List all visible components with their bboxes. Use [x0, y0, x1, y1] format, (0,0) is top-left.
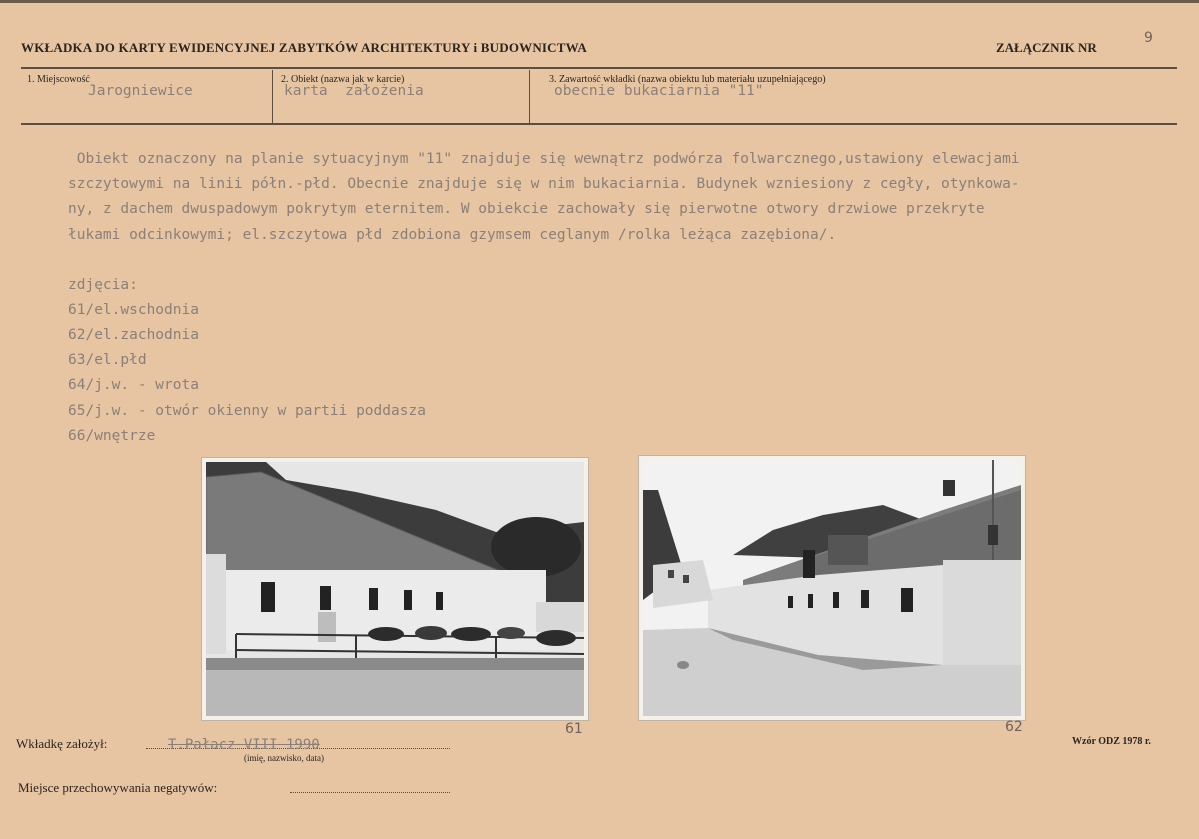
photos-heading: zdjęcia:	[68, 277, 138, 293]
attachment-label: ZAŁĄCZNIK NR	[996, 40, 1097, 55]
photo-list-item: 63/el.płd	[68, 352, 147, 368]
photo-62-caption: 62	[1005, 719, 1023, 735]
form-code: Wzór ODZ 1978 r.	[1072, 736, 1151, 747]
form-title: WKŁADKA DO KARTY EWIDENCYJNEJ ZABYTKÓW ARCHITEKTURY i BUDOWNICTWA	[21, 40, 587, 55]
photo-list-item: 61/el.wschodnia	[68, 302, 199, 318]
negatives-storage-line	[290, 792, 450, 793]
place-value: Jarogniewice	[88, 83, 193, 99]
barn-courtyard-photo-icon	[643, 460, 1021, 716]
photo-62	[638, 455, 1026, 721]
object-label: 2. Obiekt (nazwa jak w karcie)	[281, 74, 405, 85]
header-rule-bottom	[21, 123, 1177, 125]
description-line: łukami odcinkowymi; el.szczytowa płd zdobiona gzymsem ceglanym /rolka leżąca zazębiona/.	[68, 227, 837, 243]
created-by-label: Wkładkę założył:	[16, 736, 108, 751]
field-divider-1	[272, 70, 273, 123]
content-value: obecnie bukaciarnia "11"	[554, 83, 764, 99]
photo-list-item: 65/j.w. - otwór okienny w partii poddasza	[68, 403, 426, 419]
place-label: 1. Miejscowość	[27, 74, 90, 85]
created-by-hint: (imię, nazwisko, data)	[244, 753, 324, 763]
photo-61	[201, 457, 589, 721]
description-line: Obiekt oznaczony na planie sytuacyjnym "11" znajduje się wewnątrz podwórza folwarcznego,ustawiony elewacjami	[68, 151, 1020, 167]
barn-cattle-photo-icon	[206, 462, 584, 716]
header-rule-top	[21, 67, 1177, 69]
description-line: szczytowymi na linii półn.-płd. Obecnie znajduje się w nim bukaciarnia. Budynek wzniesiony z cegły, otynkowa-	[68, 176, 1020, 192]
photo-list-item: 62/el.zachodnia	[68, 327, 199, 343]
attachment-number: 9	[1144, 30, 1153, 46]
object-value: karta założenia	[284, 83, 424, 99]
photo-61-caption: 61	[565, 721, 583, 737]
content-label: 3. Zawartość wkładki (nazwa obiektu lub materiału uzupełniającego)	[549, 74, 826, 85]
photo-list-item: 64/j.w. - wrota	[68, 377, 199, 393]
negatives-storage-label: Miejsce przechowywania negatywów:	[18, 780, 218, 795]
field-divider-2	[529, 70, 530, 123]
created-by-value: T.Pałacz VIII 1990	[168, 737, 320, 753]
photo-list-item: 66/wnętrze	[68, 428, 156, 444]
description-line: ny, z dachem dwuspadowym pokrytym eternitem. W obiekcie zachowały się pierwotne otwory drzwiowe przekryte	[68, 201, 985, 217]
